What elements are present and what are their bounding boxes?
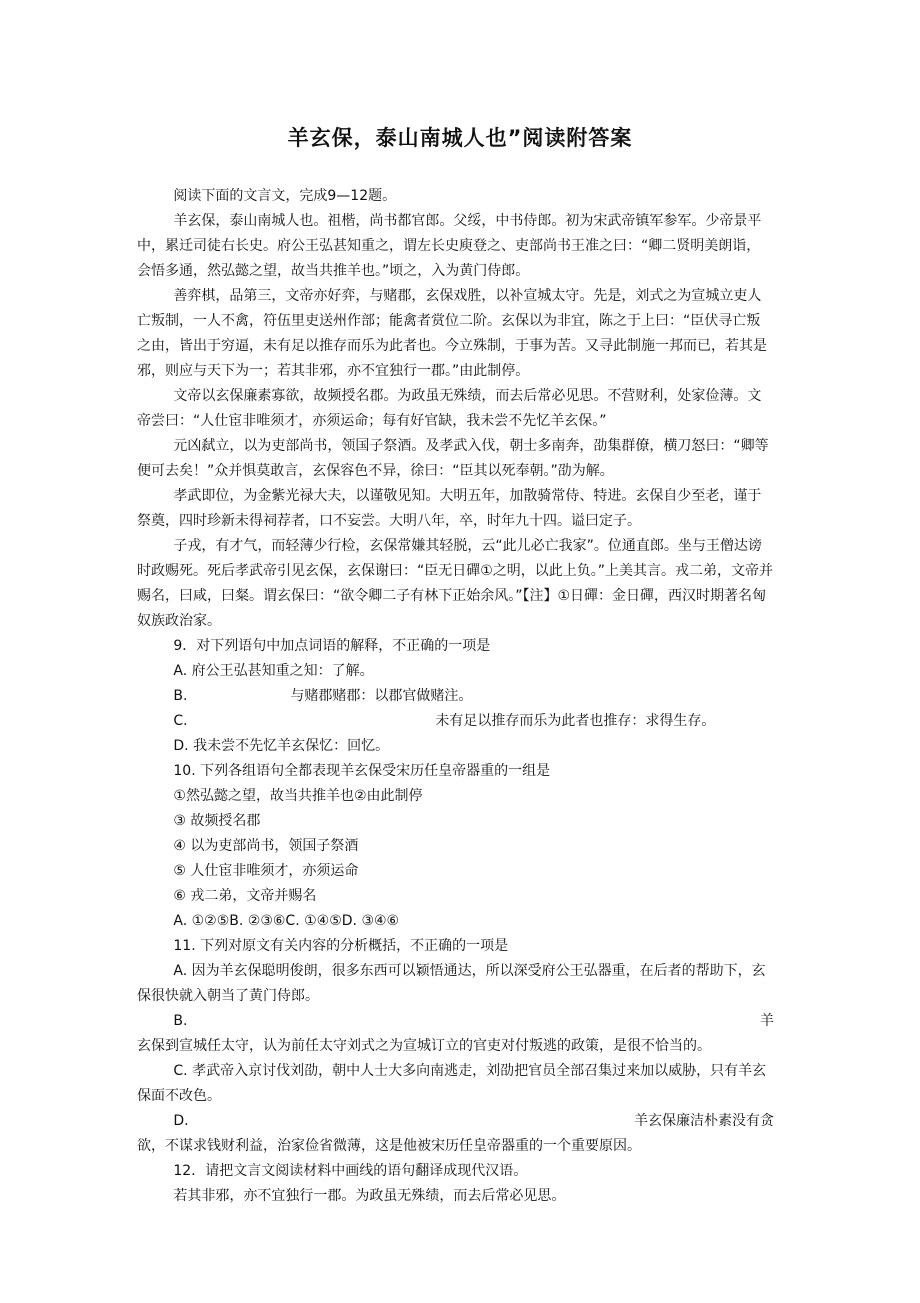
passage-paragraph: 羊玄保，泰山南城人也。祖楷，尚书都官郎。父绥，中书侍郎。初为宋武帝镇军参军。少帝景平中，累迁司徒右长史。府公王弘甚知重之，谓左长史庾登之、吏部尚书王准之曰：“卿二贤明美朗诣，会悟多通，然弘懿之望，故当共推羊也。”顷之，入为黄门侍郎。 <box>137 213 762 279</box>
question-11-option-d <box>137 1109 774 1134</box>
question-10-item: ④ 以为吏部尚书，领国子祭酒 <box>173 838 359 854</box>
question-11-option-b-continued: 玄保到宣城任太守，认为前任太守刘式之为宣城订立的官吏对付叛逃的政策，是很不恰当的。 <box>137 1038 711 1054</box>
option-text: 未有足以推存而乐为此者也推存：求得生存。 <box>435 713 716 729</box>
document-body <box>137 184 774 1209</box>
question-10-item: ①然弘懿之望，故当共推羊也②由此制停 <box>173 788 423 804</box>
question-11-option-c: C. 孝武帝入京讨伐刘劭，朝中人士大多向南逃走，刘劭把官员全部召集过来加以威胁，只有羊玄保面不改色。 <box>137 1063 767 1104</box>
question-10-item: ③ 故频授名郡 <box>173 813 261 829</box>
question-11-option-d-continued: 欲，不谋求钱财利益，治家俭省微薄，这是他被宋历任皇帝器重的一个重要原因。 <box>137 1138 641 1154</box>
question-9-option-d: D. 我未尝不先忆羊玄保忆：回忆。 <box>173 738 390 754</box>
question-10-stem: 10. 下列各组语句全都表现羊玄保受宋历任皇帝器重的一组是 <box>173 763 551 779</box>
option-label: B. <box>173 1013 188 1029</box>
question-10-answers: A. ①②⑤B. ②③⑥C. ①④⑤D. ③④⑥ <box>173 913 400 929</box>
passage-paragraph: 子戎，有才气，而轻薄少行检，玄保常嫌其轻脱，云“此儿必亡我家”。位通直郎。坐与王僧达谤时政赐死。死后孝武帝引见玄保，玄保谢曰：“臣无日磾①之明，以此上负。”上美其言。戎二弟，文帝并赐名，曰咸，曰粲。谓玄保曰：“欲令卿二子有林下正始余风。”【注】①日磾：金日磾，西汉时期著名匈奴族政治家。 <box>137 538 774 629</box>
option-text-start: 羊玄保廉洁朴素没有贪 <box>634 1113 774 1129</box>
option-text-start: 羊 <box>760 1013 774 1029</box>
passage-paragraph: 文帝以玄保廉素寡欲，故频授名郡。为政虽无殊绩，而去后常必见思。不营财利，处家俭薄。文帝尝曰：“人仕宦非唯须才，亦须运命；每有好官缺，我未尝不先忆羊玄保。” <box>137 388 762 429</box>
question-11-stem: 11. 下列对原文有关内容的分析概括，不正确的一项是 <box>173 938 509 954</box>
question-10-item: ⑤ 人仕宦非唯须才，亦须运命 <box>173 863 359 879</box>
question-11-option-b <box>137 1009 774 1034</box>
intro-text: 阅读下面的文言文，完成9—12题。 <box>173 188 397 204</box>
question-12-stem: 12．请把文言文阅读材料中画线的语句翻译成现代汉语。 <box>173 1163 528 1179</box>
option-label: B. <box>173 688 188 704</box>
page-title: 羊玄保，泰山南城人也”阅读附答案 <box>287 126 633 150</box>
passage-paragraph: 善弈棋，品第三，文帝亦好弈，与赌郡，玄保戏胜，以补宣城太守。先是，刘式之为宣城立吏人亡叛制，一人不禽，符伍里吏送州作部；能禽者赏位二阶。玄保以为非宜，陈之于上曰：“臣伏寻亡叛之由，皆出于穷逼，未有足以推存而乐为此者也。今立殊制，于事为苦。又寻此制施一邦而已，若其是邪，则应与天下为一；若其非邪，亦不宜独行一郡。”由此制停。 <box>137 288 767 379</box>
question-11-option-a: A. 因为羊玄保聪明俊朗，很多东西可以颖悟通达，所以深受府公王弘器重，在后者的帮助下，玄保很快就入朝当了黄门侍郎。 <box>137 963 766 1004</box>
option-label: D. <box>173 1113 189 1129</box>
passage-paragraph: 孝武即位，为金紫光禄大夫，以谨敬见知。大明五年，加散骑常侍、特进。玄保自少至老，谨于祭奠，四时珍新未得祠荐者，口不妄尝。大明八年，卒，时年九十四。谥曰定子。 <box>137 488 762 529</box>
question-9-option-b <box>137 684 774 709</box>
question-9-option-a: A. 府公王弘甚知重之知：了解。 <box>173 663 374 679</box>
option-text: 与赌郡赌郡：以郡官做赌注。 <box>290 688 473 704</box>
question-9-stem: 9．对下列语句中加点词语的解释，不正确的一项是 <box>173 638 491 654</box>
passage-paragraph: 元凶弑立，以为吏部尚书，领国子祭酒。及孝武入伐，朝士多南奔，劭集群僚，横刀怒曰：“卿等便可去矣！”众并惧莫敢言，玄保容色不异，徐曰：“臣其以死奉朝。”劭为解。 <box>137 438 769 479</box>
question-9-option-c <box>137 709 774 734</box>
question-10-item: ⑥ 戎二弟，文帝并赐名 <box>173 888 317 904</box>
option-label: C. <box>173 713 188 729</box>
question-12-answer: 若其非邪，亦不宜独行一郡。为政虽无殊绩，而去后常必见思。 <box>173 1188 566 1204</box>
